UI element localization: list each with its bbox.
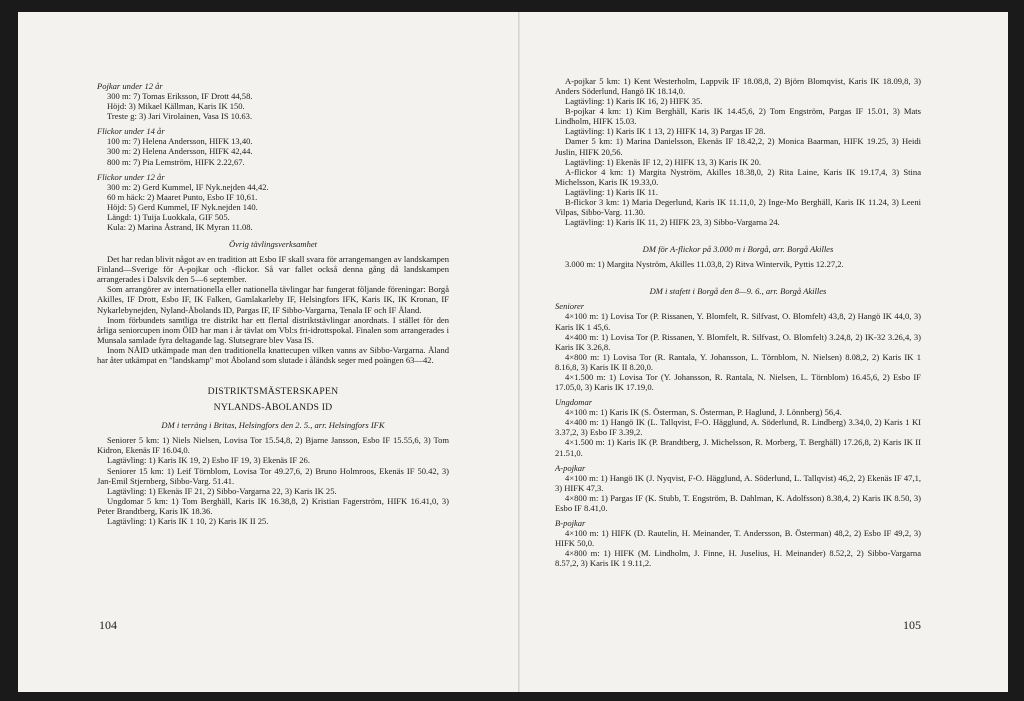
paragraph: 3.000 m: 1) Margita Nyström, Akilles 11.03,8, 2) Ritva Wintervik, Pyttis 12.27,2. — [565, 259, 844, 270]
caps-heading: DISTRIKTSMÄSTERSKAPEN — [207, 386, 339, 398]
centered-heading: DM i terräng i Britas, Helsingfors den 2. 5., arr. Helsingfors IFK — [161, 420, 385, 431]
paragraph: 4×100 m: 1) Lovisa Tor (P. Rissanen, Y. Blomfelt, R. Silfvast, O. Blomfelt) 43,8, 2) Hangö IK 44,0, 3) Karis IK 1 45,6. — [555, 311, 921, 332]
paragraph: 4×400 m: 1) Hangö IK (L. Tallqvist, F-O. Hägglund, A. Söderlund, R. Lindberg) 3.34,0, 2) Karis 1 KI 3.37,2, 3) Esbo IF 3.39,2. — [555, 417, 921, 438]
right-text-column — [555, 76, 921, 568]
spacer — [555, 227, 921, 237]
paragraph: A-flickor 4 km: 1) Margita Nyström, Akilles 18.38,0, 2) Rita Laine, Karis IK 19.17,4, 3) Stina Michelsson, Karis IK 19.33,0. — [555, 166, 921, 187]
paragraph: 4×100 m: 1) Karis IK (S. Österman, S. Österman, P. Haglund, J. Lönnberg) 56,4. — [565, 407, 842, 418]
result-line: 60 m häck: 2) Maaret Punto, Esbo IF 10,61. — [107, 191, 258, 202]
left-page — [18, 12, 518, 692]
page-number-right: 105 — [903, 618, 921, 632]
paragraph: Lagtävling: 1) Ekenäs IF 12, 2) HIFK 13, 3) Karis IK 20. — [565, 156, 762, 167]
section-heading: Flickor under 12 år — [97, 171, 165, 182]
page-number-left: 104 — [99, 618, 117, 632]
section-heading: Seniorer — [555, 301, 585, 312]
paragraph: Som arrangörer av internationella eller nationella tävlingar har fungerat följande föreningar: Borgå Akilles, IF Drott, Esbo IF, IK Falken, Gamlakarleby IF, Helsingfors IFK, Karis IK, IK Kronan, IF Nykarlebynejden, Nyland-Åbolands ID, Pargas IF, IF Sibbo-Vargarna, Tenala IF och IF Åland. — [97, 284, 449, 315]
caps-heading: NYLANDS-ÅBOLANDS ID — [213, 402, 333, 414]
paragraph: Seniorer 15 km: 1) Leif Törnblom, Lovisa Tor 49.27,6, 2) Bruno Holmroos, Ekenäs IF 50.42, 3) Jan-Emil Stjernberg, Sibbo-Varg. 51.41. — [97, 465, 449, 486]
paragraph: Lagtävling: 1) Karis IK 19, 2) Esbo IF 19, 3) Ekenäs IF 26. — [107, 455, 310, 466]
right-page — [520, 12, 1008, 692]
section-heading: Ungdomar — [555, 397, 593, 408]
centered-heading: DM för A-flickor på 3.000 m i Borgå, arr. Borgå Akilles — [642, 244, 834, 255]
paragraph: 4×800 m: 1) HIFK (M. Lindholm, J. Finne, H. Juselius, H. Meinander) 8.52,2, 2) Sibbo-Vargarna 8.57,2, 3) Karis IK 1 9.11,2. — [555, 548, 921, 569]
result-line: Höjd: 3) Mikael Källman, Karis IK 150. — [107, 101, 245, 112]
section-heading: Pojkar under 12 år — [97, 81, 163, 91]
paragraph: Ungdomar 5 km: 1) Tom Berghäll, Karis IK 16.38,8, 2) Kristian Fagerström, HIFK 16.41,0, 3) Peter Brandtberg, Karis IK 18.36. — [97, 495, 449, 516]
paragraph: Damer 5 km: 1) Marina Danielsson, Ekenäs IF 18.42,2, 2) Monica Baarman, HIFK 19.25, 3) Heidi Juslin, HIFK 20,56. — [555, 136, 921, 157]
centered-heading: DM i stafett i Borgå den 8—9. 6., arr. Borgå Akilles — [649, 286, 827, 297]
paragraph: 4×800 m: 1) Lovisa Tor (R. Rantala, Y. Johansson, L. Törnblom, N. Nielsen) 8.08,2, 2) Karis IK 1 8.16,8, 3) Karis IK II 8.20,0. — [555, 351, 921, 372]
result-line: Längd: 1) Tuija Luokkala, GIF 505. — [107, 211, 230, 222]
result-line: 100 m: 7) Helena Andersson, HIFK 13,40. — [107, 136, 253, 147]
paragraph: Lagtävling: 1) Karis IK 1 13, 2) HIFK 14, 3) Pargas IF 28. — [565, 126, 766, 137]
paragraph: Inom NÅID utkämpade man den traditionella knattecupen vilken vanns av Sibbo-Vargarna. Åland har åter utkämpat en "landskamp" mot Åboland som slutade i åländsk seger med poängen 63—42. — [97, 344, 449, 365]
paragraph: 4×100 m: 1) Hangö IK (J. Nyqvist, F-O. Hägglund, A. Söderlund, L. Tallqvist) 46,2, 2) Ekenäs IF 47,1, 3) HIFK 47,3. — [555, 472, 921, 493]
paragraph: 4×400 m: 1) Lovisa Tor (P. Rissanen, Y. Blomfelt, R. Silfvast, O. Blomfelt) 3.24,8, 2) IK-32 3.26,4, 3) Karis IK 3.26,8. — [555, 331, 921, 352]
section-heading: Flickor under 14 år — [97, 126, 165, 137]
paragraph: Inom förbundets samtliga tre distrikt har ett flertal distriktstävlingar anordnats. I stället för den årliga seniorcupen inom ÖID har man i år tävlat om Vbl:s fri-idrottspokal. Finalen som arrangerades i Munsala samlade fyra deltagande lag. Slutsegrare blev Vasa IS. — [97, 314, 449, 345]
spacer — [97, 365, 449, 381]
result-line: 300 m: 7) Tomas Eriksson, IF Drott 44,58. — [107, 91, 253, 102]
result-line: 800 m: 7) Pia Lemström, HIFK 2.22,67. — [107, 156, 245, 167]
result-line: Höjd: 5) Gerd Kummel, IF Nyk.nejden 140. — [107, 201, 258, 212]
left-text-column — [97, 76, 449, 526]
spacer — [555, 269, 921, 279]
section-heading: B-pojkar — [555, 517, 586, 528]
paragraph: 4×800 m: 1) Pargas IF (K. Stubb, T. Engström, B. Dahlman, K. Adolfsson) 8.38,4, 2) Karis IK 8.50, 3) Esbo IF 8.41,0. — [555, 492, 921, 513]
paragraph: A-pojkar 5 km: 1) Kent Westerholm, Lappvik IF 18.08,8, 2) Björn Blomqvist, Karis IK 18.09,8, 3) Anders Söderlund, Hangö IK 18.14,0. — [555, 76, 921, 97]
result-line: Kula: 2) Marina Åstrand, IK Myran 11.08. — [107, 222, 253, 233]
paragraph: 4×1.500 m: 1) Lovisa Tor (Y. Johansson, R. Rantala, N. Nielsen, L. Törnblom) 16.45,6, 2) Esbo IF 17.05,0, 3) Karis IK 17.19,0. — [555, 371, 921, 393]
result-line: 300 m: 2) Helena Andersson, HIFK 42,44. — [107, 146, 253, 157]
paragraph: Seniorer 5 km: 1) Niels Nielsen, Lovisa Tor 15.54,8, 2) Bjarne Jansson, Esbo IF 15.55,6, 3) Tom Kidron, Ekenäs IF 16.04,0. — [97, 435, 449, 456]
paragraph: 4×100 m: 1) HIFK (D. Rautelin, H. Meinander, T. Andersson, B. Österman) 48,2, 2) Esbo IF 49,2, 3) HIFK 50,0. — [555, 528, 921, 549]
paragraph: Lagtävling: 1) Karis IK 11. — [565, 186, 658, 197]
paragraph: Det har redan blivit något av en tradition att Esbo IF skall svara för arrangemangen av landskampen Finland—Sverige för A-pojkar och -flickor. Så var fallet också denna gång då landskampen arrangerades i Dalsvik den 5—6 september. — [97, 254, 449, 285]
centered-heading: Övrig tävlingsverksamhet — [228, 239, 318, 250]
result-line: 300 m: 2) Gerd Kummel, IF Nyk.nejden 44,42. — [107, 181, 269, 192]
section-heading: A-pojkar — [555, 462, 586, 473]
paragraph: B-pojkar 4 km: 1) Kim Berghäll, Karis IK 14.45,6, 2) Tom Engström, Pargas IF 15.01, 3) Mats Lindholm, HIFK 15.03. — [555, 106, 921, 127]
paragraph: B-flickor 3 km: 1) Maria Degerlund, Karis IK 11.11,0, 2) Inge-Mo Berghäll, Karis IK 11.24, 3) Leeni Vilpas, Sibbo-Varg. 11.30. — [555, 196, 921, 218]
paragraph: Lagtävling: 1) Ekenäs IF 21, 2) Sibbo-Vargarna 22, 3) Karis IK 25. — [107, 485, 337, 496]
paragraph: Lagtävling: 1) Karis IK 16, 2) HIFK 35. — [565, 96, 703, 107]
paragraph: Lagtävling: 1) Karis IK 1 10, 2) Karis IK II 25. — [107, 515, 269, 526]
book-spread — [18, 12, 1008, 692]
paragraph: 4×1.500 m: 1) Karis IK (P. Brandtberg, J. Michelsson, R. Morberg, T. Berghäll) 17.26,8, 2) Karis IK II 21.51,0. — [555, 437, 921, 458]
result-line: Treste g: 3) Jari Virolainen, Vasa IS 10.63. — [107, 111, 253, 122]
paragraph: Lagtävling: 1) Karis IK 11, 2) HIFK 23, 3) Sibbo-Vargarna 24. — [565, 217, 780, 228]
